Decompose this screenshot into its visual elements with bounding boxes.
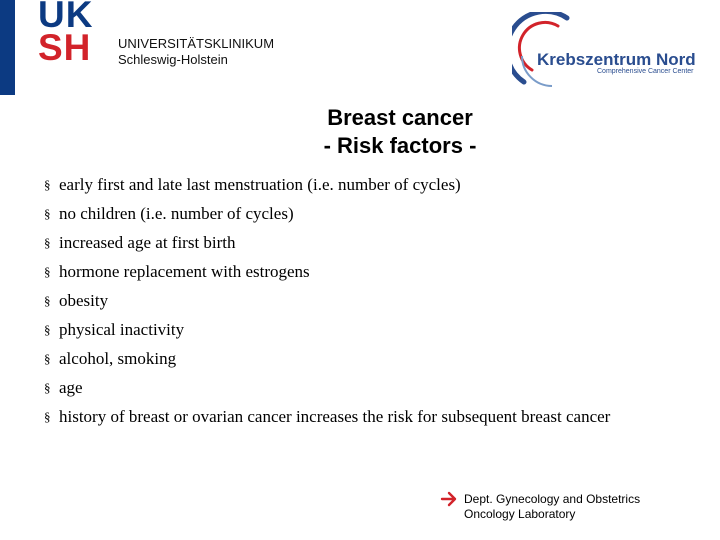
bullet-marker: § bbox=[44, 351, 51, 366]
slide-title bbox=[250, 104, 550, 160]
list-item bbox=[44, 318, 684, 342]
bullet-marker: § bbox=[44, 322, 51, 337]
list-item bbox=[44, 260, 684, 284]
list-item bbox=[44, 173, 684, 197]
list-item-text: hormone replacement with estrogens bbox=[59, 262, 310, 281]
department-name-line2: Oncology Laboratory bbox=[464, 507, 576, 521]
list-item-text: early first and late last menstruation (i.e. number of cycles) bbox=[59, 175, 461, 194]
list-item-text: age bbox=[59, 378, 83, 397]
krebszentrum-logo-subtitle: Comprehensive Cancer Center bbox=[597, 68, 694, 75]
list-item-text: no children (i.e. number of cycles) bbox=[59, 204, 294, 223]
list-item bbox=[44, 347, 684, 371]
list-item-text: obesity bbox=[59, 291, 109, 310]
institution-name-line1: UNIVERSITÄTSKLINIKUM bbox=[118, 36, 275, 51]
department-name bbox=[464, 492, 640, 522]
bullet-marker: § bbox=[44, 409, 51, 424]
list-item bbox=[44, 202, 684, 226]
list-item bbox=[44, 289, 684, 313]
krebszentrum-logo-title: Krebszentrum Nord bbox=[537, 50, 696, 69]
list-item bbox=[44, 376, 684, 400]
list-item-text: increased age at first birth bbox=[59, 233, 236, 252]
department-name-line1: Dept. Gynecology and Obstetrics bbox=[464, 492, 641, 506]
bullet-marker: § bbox=[44, 177, 51, 192]
list-item bbox=[44, 405, 684, 429]
list-item bbox=[44, 231, 684, 255]
slide-title-line1: Breast cancer bbox=[327, 105, 473, 130]
list-item-text: physical inactivity bbox=[59, 320, 185, 339]
institution-name bbox=[118, 36, 274, 68]
slide-title-line2: - Risk factors - bbox=[323, 133, 477, 158]
left-accent-bar bbox=[0, 0, 15, 95]
uksh-logo-line1: UK bbox=[38, 0, 94, 35]
uksh-logo bbox=[38, 0, 98, 68]
uksh-logo-line2: SH bbox=[38, 27, 92, 68]
list-item-text: history of breast or ovarian cancer increases the risk for subsequent breast cancer bbox=[59, 407, 611, 426]
bullet-marker: § bbox=[44, 293, 51, 308]
bullet-marker: § bbox=[44, 235, 51, 250]
institution-name-line2: Schleswig-Holstein bbox=[118, 52, 228, 67]
bullet-marker: § bbox=[44, 264, 51, 279]
list-item-text: alcohol, smoking bbox=[59, 349, 177, 368]
arrow-right-icon bbox=[440, 490, 458, 508]
risk-factor-list bbox=[44, 173, 684, 434]
bullet-marker: § bbox=[44, 206, 51, 221]
bullet-marker: § bbox=[44, 380, 51, 395]
krebszentrum-logo bbox=[512, 12, 696, 92]
